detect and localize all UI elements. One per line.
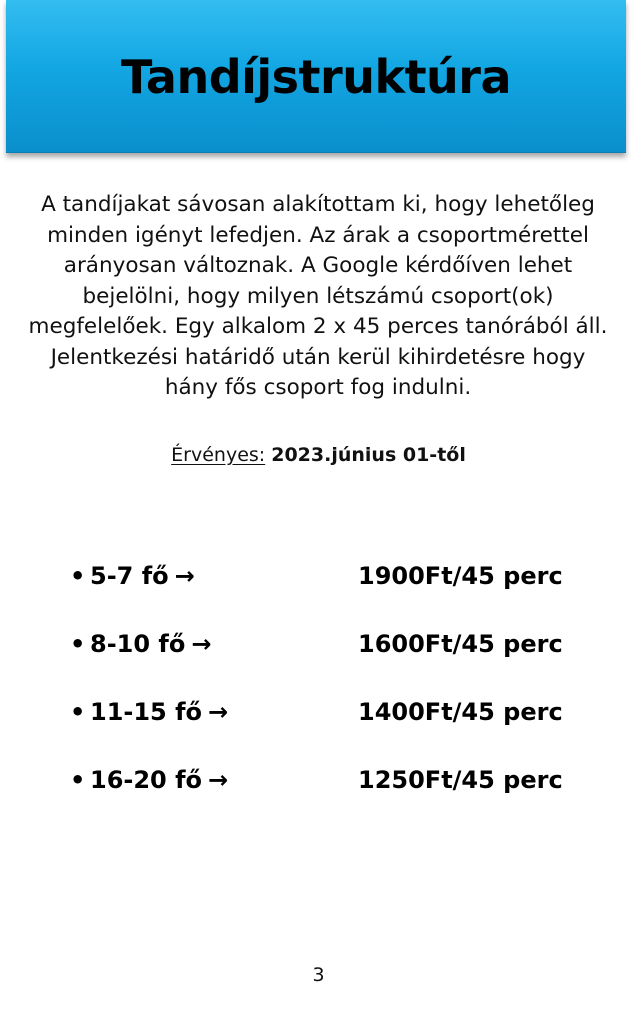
price-value: 1400Ft/45 perc [358,698,563,726]
arrow-right-icon: → [208,766,229,794]
validity-date: 2023.június 01-től [271,444,466,466]
group-size [90,562,195,590]
intro-line: A tandíjakat sávosan alakítottam ki, hogy lehetőleg [41,192,595,217]
intro-line: Jelentkezési határidő után kerül kihirdetésre hogy [50,344,586,370]
page-number: 3 [312,964,325,986]
price-row [70,560,590,628]
intro-line: bejelölni, hogy milyen létszámú csoport(ok) [82,283,554,309]
price-value: 1250Ft/45 perc [358,766,563,794]
price-row [70,764,590,832]
group-size-label: 8-10 fő [90,630,186,658]
arrow-right-icon: → [191,630,212,658]
group-size [90,766,228,794]
price-row [70,628,590,696]
bullet-icon: • [70,562,86,590]
bullet-icon: • [70,630,86,658]
group-size-label: 5-7 fő [90,562,169,590]
validity-label: Érvényes: [171,444,266,466]
group-size-label: 16-20 fő [90,766,203,794]
intro-line: arányosan változnak. A Google kérdőíven lehet [63,253,573,278]
intro-line: megfelelőek. Egy alkalom 2 x 45 perces tanórából áll. [28,314,608,339]
intro-line: hány fős csoport fog indulni. [164,375,472,400]
arrow-right-icon: → [174,562,195,590]
group-size [90,630,211,658]
price-list [70,560,590,832]
price-row [70,696,590,764]
page-title: Tandíjstruktúra [120,50,512,104]
price-value: 1600Ft/45 perc [358,630,563,658]
group-size-label: 11-15 fő [90,698,203,726]
group-size [90,698,228,726]
validity-line [0,444,637,466]
arrow-right-icon: → [208,698,229,726]
bullet-icon: • [70,698,86,726]
title-banner [6,0,626,153]
price-value: 1900Ft/45 perc [358,562,563,590]
bullet-icon: • [70,766,86,794]
intro-line: minden igényt lefedjen. Az árak a csoportmérettel [47,222,589,248]
intro-paragraph [14,190,622,404]
